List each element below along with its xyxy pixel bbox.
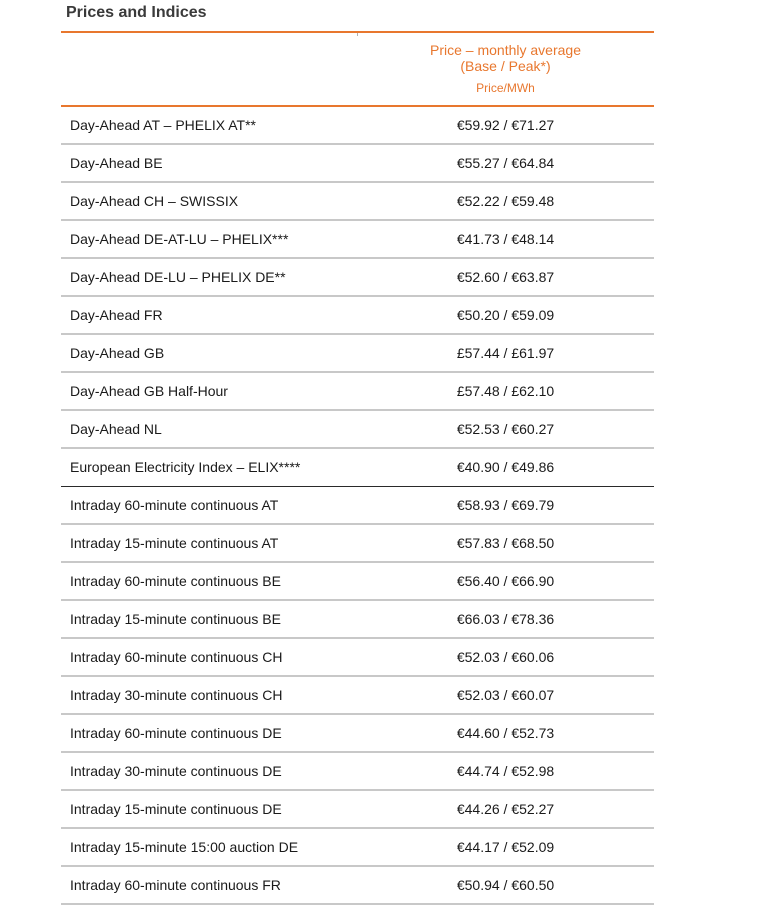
row-label: Day-Ahead DE-AT-LU – PHELIX*** — [70, 231, 289, 247]
row-value: €59.92 / €71.27 — [456, 117, 555, 133]
row-label: European Electricity Index – ELIX**** — [70, 459, 301, 475]
header-base-peak-label: (Base / Peak*) — [460, 58, 551, 74]
row-label: Day-Ahead DE-LU – PHELIX DE** — [70, 269, 286, 285]
row-label: Intraday 30-minute continuous CH — [70, 687, 283, 703]
table-row — [61, 145, 654, 183]
row-value: €44.60 / €52.73 — [456, 725, 555, 741]
table-row — [61, 221, 654, 259]
price-column-header — [357, 42, 654, 95]
row-label: Intraday 60-minute continuous AT — [70, 497, 279, 513]
table-row — [61, 449, 654, 487]
table-row — [61, 373, 654, 411]
row-value: €56.40 / €66.90 — [456, 573, 555, 589]
row-value: £57.44 / £61.97 — [456, 345, 555, 361]
table-row — [61, 297, 654, 335]
table-row — [61, 487, 654, 525]
column-divider — [357, 33, 358, 36]
table-row — [61, 259, 654, 297]
row-value: €52.22 / €59.48 — [456, 193, 555, 209]
table-row — [61, 791, 654, 829]
table-row — [61, 829, 654, 867]
row-label: Intraday 60-minute continuous CH — [70, 649, 283, 665]
row-value: £57.48 / £62.10 — [456, 383, 555, 399]
row-value: €52.53 / €60.27 — [456, 421, 555, 437]
row-label: Intraday 60-minute continuous BE — [70, 573, 281, 589]
row-value: €44.26 / €52.27 — [456, 801, 555, 817]
row-label: Intraday 15-minute continuous DE — [70, 801, 282, 817]
table-row — [61, 639, 654, 677]
row-label: Day-Ahead GB Half-Hour — [70, 383, 228, 399]
table-row — [61, 715, 654, 753]
row-label: Intraday 60-minute continuous DE — [70, 725, 282, 741]
row-label: Intraday 60-minute continuous FR — [70, 877, 281, 893]
section-title: Prices and Indices — [66, 4, 207, 21]
table-row — [61, 677, 654, 715]
table-row — [61, 107, 654, 145]
header-unit-label: Price/MWh — [476, 81, 535, 95]
table-row — [61, 867, 654, 905]
row-value: €44.74 / €52.98 — [456, 763, 555, 779]
row-value: €58.93 / €69.79 — [456, 497, 555, 513]
row-value: €57.83 / €68.50 — [456, 535, 555, 551]
row-label: Day-Ahead BE — [70, 155, 163, 171]
table-row — [61, 335, 654, 373]
row-value: €40.90 / €49.86 — [456, 459, 555, 475]
table-row — [61, 411, 654, 449]
table-header — [61, 31, 654, 107]
row-label: Intraday 30-minute continuous DE — [70, 763, 282, 779]
row-label: Intraday 15-minute 15:00 auction DE — [70, 839, 299, 855]
table-row — [61, 525, 654, 563]
row-label: Day-Ahead GB — [70, 345, 165, 361]
row-label: Day-Ahead CH – SWISSIX — [70, 193, 239, 209]
row-label: Intraday 15-minute continuous BE — [70, 611, 281, 627]
table-row — [61, 183, 654, 221]
header-price-label: Price – monthly average — [430, 42, 581, 58]
row-value: €44.17 / €52.09 — [456, 839, 555, 855]
row-value: €50.20 / €59.09 — [456, 307, 555, 323]
row-value: €41.73 / €48.14 — [456, 231, 555, 247]
row-label: Day-Ahead NL — [70, 421, 162, 437]
prices-table — [61, 31, 654, 905]
row-value: €52.03 / €60.07 — [456, 687, 555, 703]
row-value: €52.03 / €60.06 — [456, 649, 555, 665]
table-row — [61, 753, 654, 791]
row-value: €66.03 / €78.36 — [456, 611, 555, 627]
row-value: €55.27 / €64.84 — [456, 155, 555, 171]
row-label: Intraday 15-minute continuous AT — [70, 535, 279, 551]
row-value: €52.60 / €63.87 — [456, 269, 555, 285]
row-value: €50.94 / €60.50 — [456, 877, 555, 893]
table-row — [61, 563, 654, 601]
row-label: Day-Ahead FR — [70, 307, 163, 323]
table-row — [61, 601, 654, 639]
row-label: Day-Ahead AT – PHELIX AT** — [70, 117, 256, 133]
